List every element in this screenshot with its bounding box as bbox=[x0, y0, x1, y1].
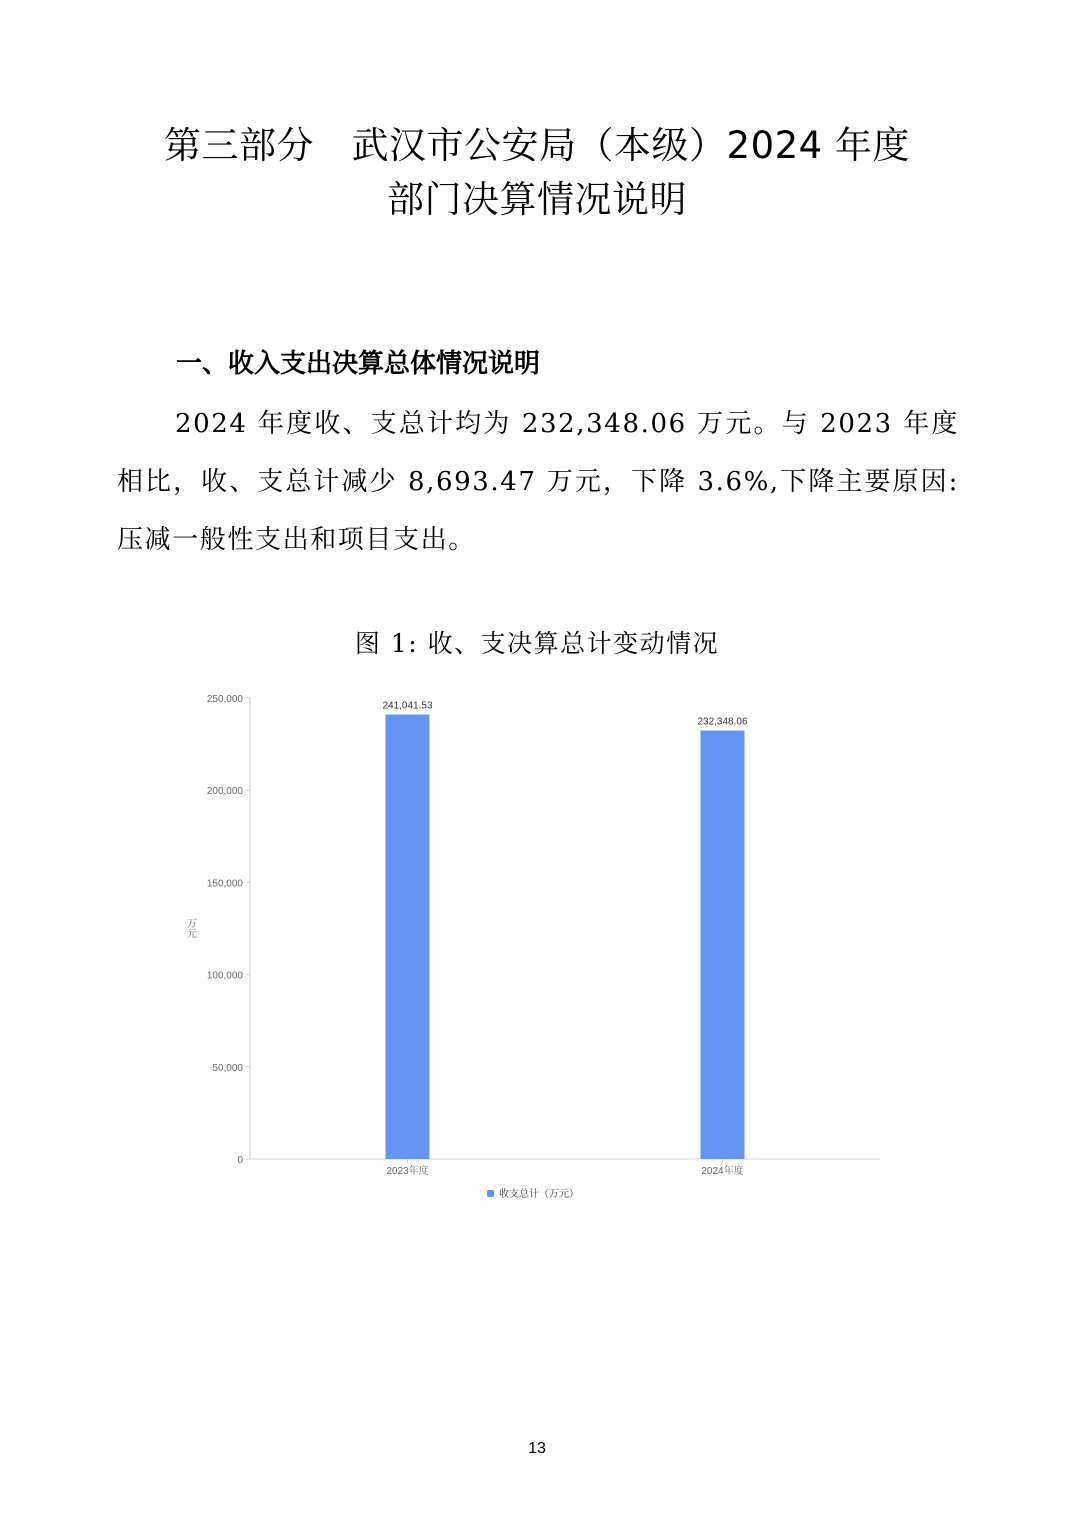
document-title-line1: 第三部分 武汉市公安局（本级）2024 年度 bbox=[164, 124, 910, 167]
bar-data-label: 241,041.53 bbox=[382, 700, 433, 712]
document-title-line2: 部门决算情况说明 bbox=[387, 178, 687, 221]
y-tick-label: 50,000 bbox=[212, 1062, 243, 1074]
y-tick-label: 100,000 bbox=[206, 970, 243, 982]
body-paragraph: 2024 年度收、支总计均为 232,348.06 万元。与 2023 年度相比，收、支总计减少 8,693.47 万元，下降 3.6%,下降主要原因:压减一般性支出和项目支出。 bbox=[117, 409, 959, 555]
section-heading: 一、收入支出决算总体情况说明 bbox=[176, 349, 541, 379]
x-tick-label: 2024年度 bbox=[701, 1166, 744, 1177]
y-tick-label: 150,000 bbox=[206, 878, 243, 890]
x-tick-label: 2023年度 bbox=[386, 1166, 429, 1177]
y-axis-label: 万元 bbox=[184, 918, 196, 938]
legend-label: 收支总计（万元） bbox=[499, 1189, 579, 1200]
page-number: 13 bbox=[528, 1440, 546, 1457]
legend-swatch bbox=[487, 1190, 494, 1197]
y-tick-label: 0 bbox=[237, 1155, 243, 1166]
y-tick-label: 200,000 bbox=[206, 786, 243, 798]
y-tick-label: 250,000 bbox=[206, 694, 243, 705]
bar-chart bbox=[170, 680, 890, 1220]
bar-data-label: 232,348.06 bbox=[697, 716, 748, 728]
bar bbox=[701, 731, 745, 1159]
bar bbox=[386, 715, 430, 1159]
figure-caption: 图 1: 收、支决算总计变动情况 bbox=[354, 629, 720, 658]
